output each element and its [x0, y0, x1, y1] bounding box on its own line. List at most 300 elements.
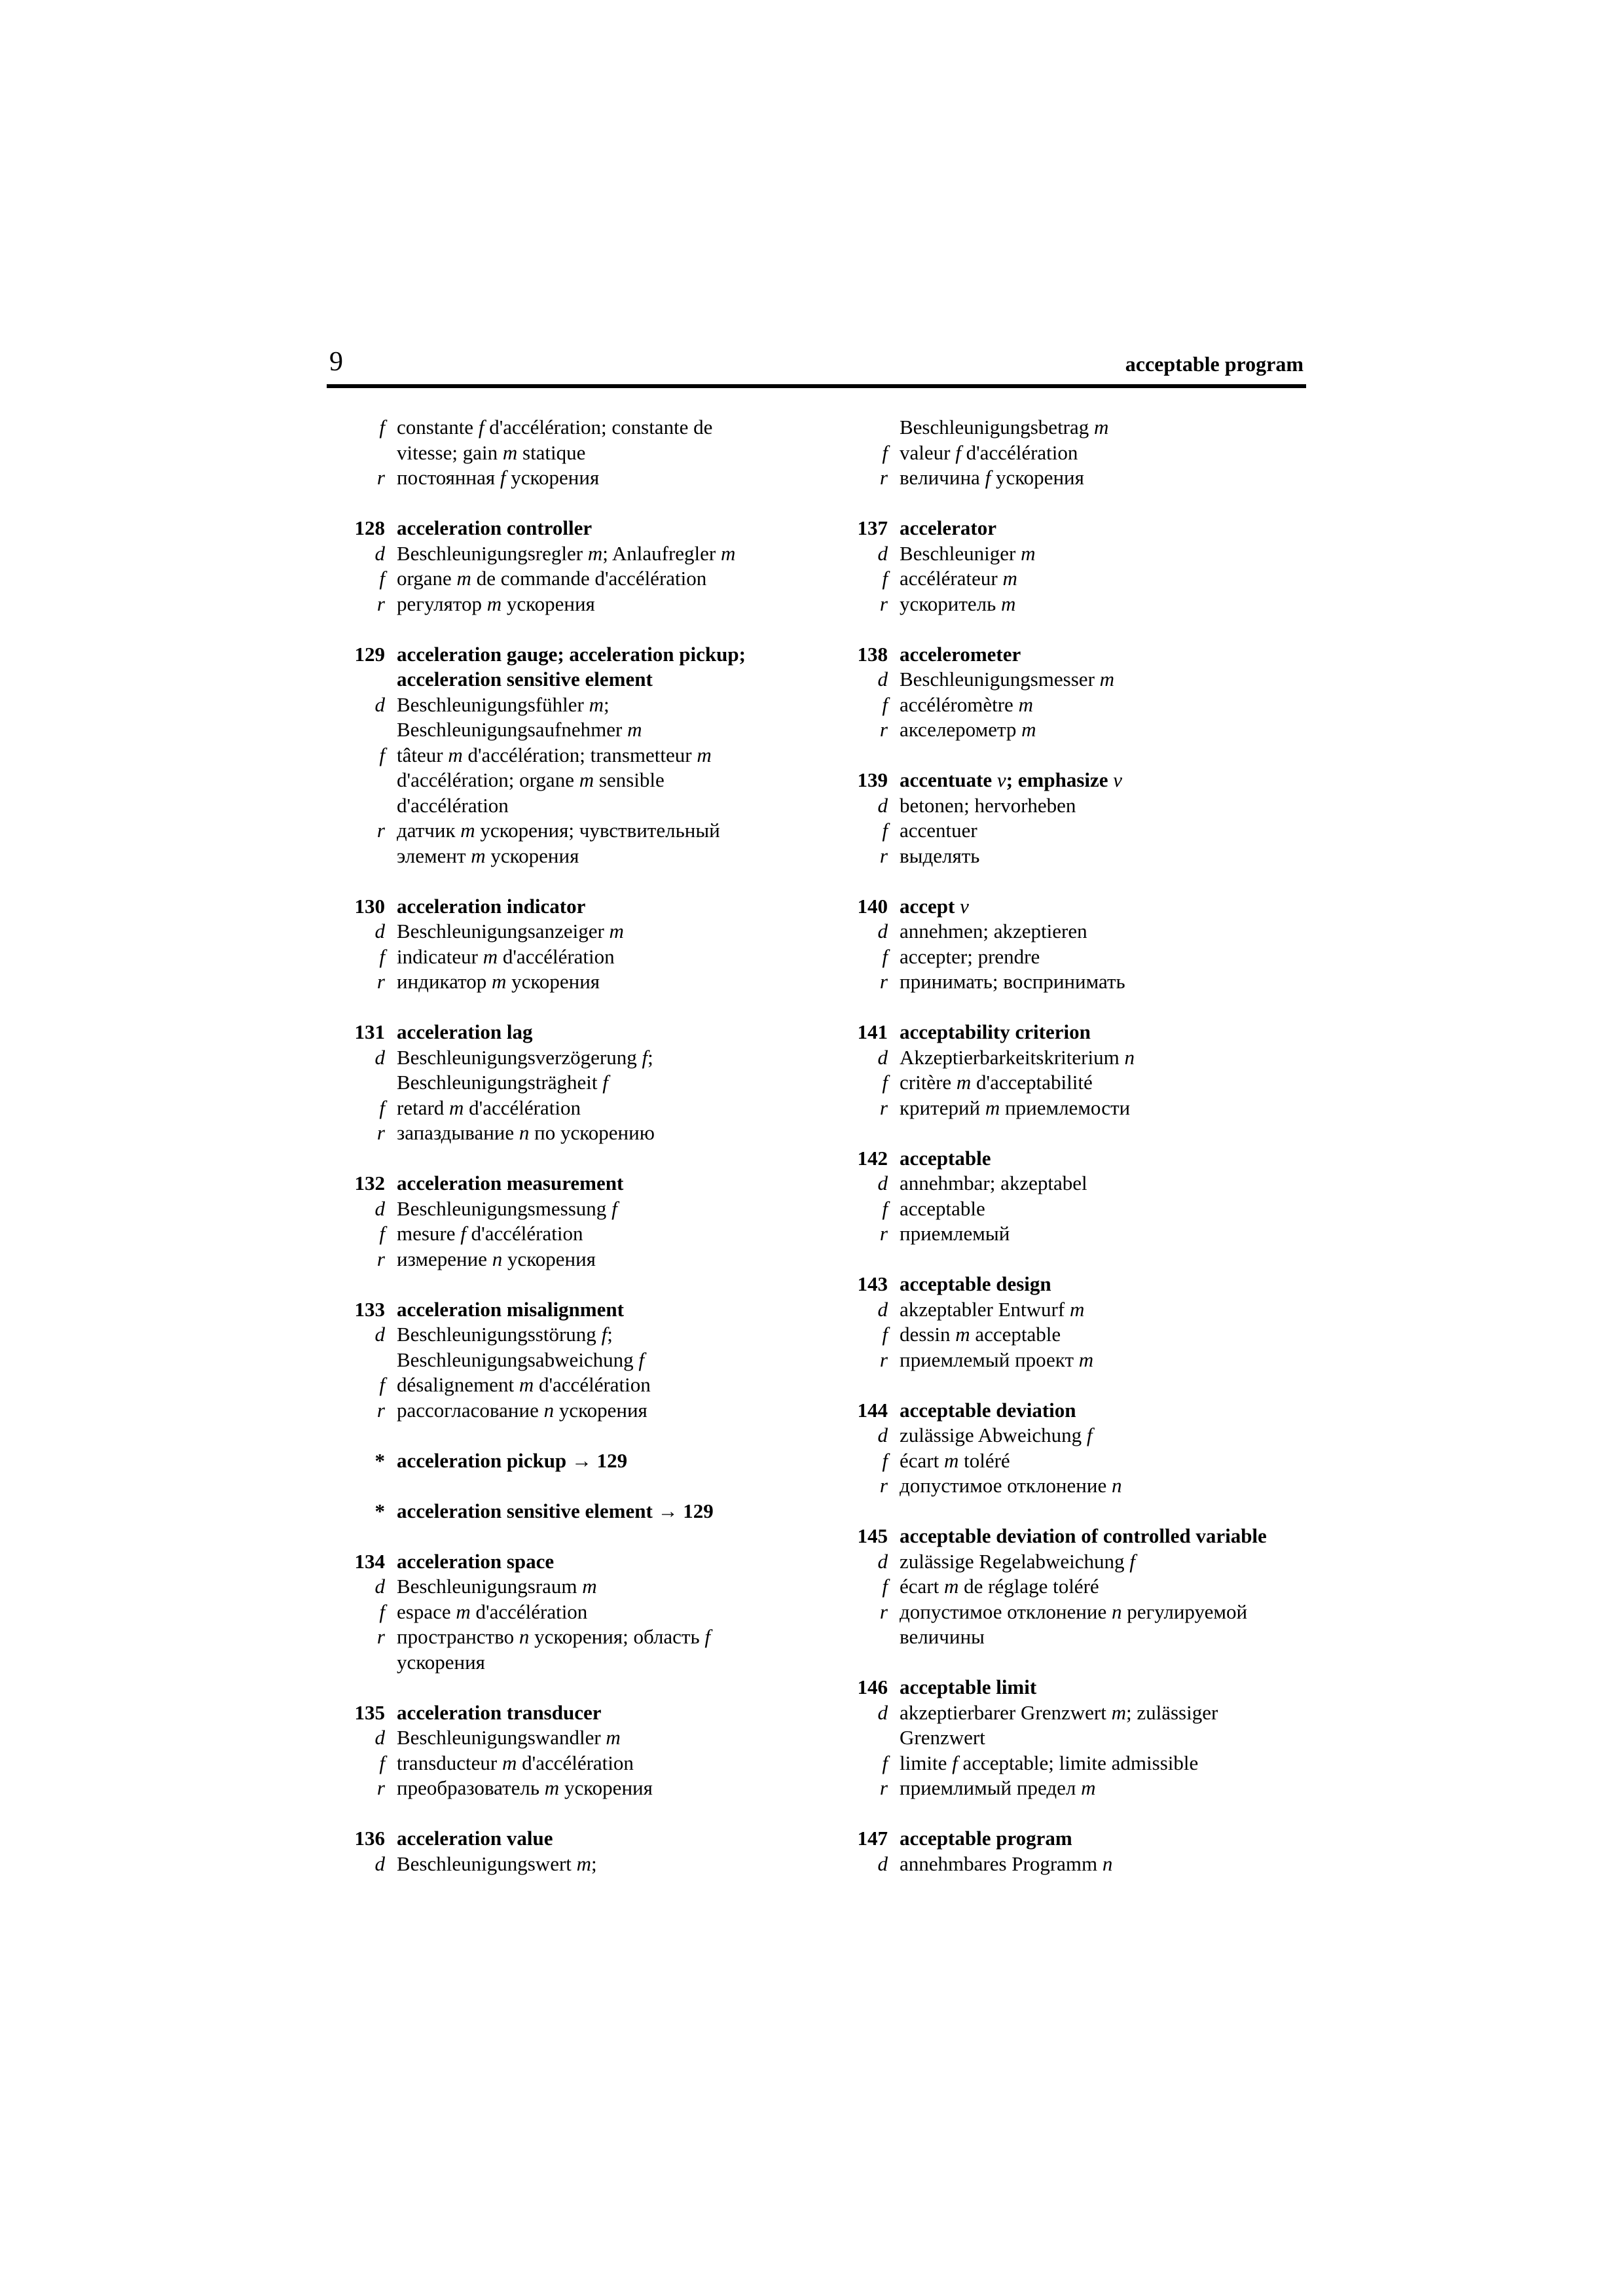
page-number: 9 — [329, 347, 343, 377]
entry-line — [350, 1045, 795, 1071]
grammar-marker: m — [627, 718, 642, 741]
translation-text: indicateur — [397, 944, 483, 968]
language-code: f — [379, 1751, 385, 1774]
grammar-marker: n — [492, 1247, 503, 1270]
language-code: r — [879, 1348, 888, 1371]
language-code: f — [882, 440, 888, 464]
translation-text: ; — [603, 692, 610, 716]
term-text: acceleration misalignment — [397, 1297, 624, 1321]
entry-line — [852, 1020, 1311, 1045]
translation-text: ускоритель — [900, 592, 1001, 615]
entry-line — [350, 894, 795, 920]
grammar-marker: f — [478, 416, 484, 439]
entry-line — [852, 1473, 1311, 1499]
translation-text: преобразователь — [397, 1776, 545, 1799]
entry-line — [852, 1272, 1311, 1297]
language-code: r — [879, 1474, 888, 1497]
translation-text: приемлемости — [1000, 1096, 1131, 1119]
running-title: acceptable program — [1125, 352, 1304, 376]
grammar-marker: f — [500, 466, 506, 489]
cross-reference-marker: * — [374, 1448, 385, 1472]
entry-text — [900, 1146, 1311, 1172]
entry-text — [397, 844, 795, 869]
language-code: d — [374, 541, 385, 565]
language-code: d — [877, 1852, 888, 1875]
grammar-marker: v — [1113, 768, 1123, 791]
entry-number: 144 — [857, 1398, 888, 1422]
entry-number: 136 — [354, 1827, 385, 1850]
language-code: f — [379, 1373, 385, 1396]
dictionary-entry — [350, 642, 795, 869]
entry-number: 131 — [354, 1020, 385, 1043]
translation-text: akzeptabler Entwurf — [900, 1297, 1070, 1321]
entry-text — [900, 1171, 1311, 1196]
language-code: f — [379, 416, 385, 439]
translation-text: Beschleunigungsmesser — [900, 668, 1100, 691]
language-code: d — [374, 920, 385, 942]
entry-text — [900, 1045, 1311, 1071]
translation-text: Akzeptierbarkeitskriterium — [900, 1045, 1125, 1069]
translation-text: ускорения; область — [529, 1625, 705, 1648]
entry-text — [900, 692, 1311, 718]
translation-text: ; — [647, 1045, 653, 1069]
dictionary-entry — [350, 1297, 795, 1424]
entry-line — [852, 1725, 1311, 1751]
entry-text — [397, 1700, 795, 1726]
entry-line — [852, 465, 1311, 491]
term-text: accept — [900, 894, 960, 918]
translation-text: ускорения — [559, 1776, 653, 1799]
dictionary-entry — [852, 894, 1311, 995]
entry-text — [900, 1751, 1311, 1776]
entry-text — [900, 1020, 1311, 1045]
term-text: acceleration gauge; acceleration pickup; — [397, 642, 746, 666]
entry-line — [350, 415, 795, 440]
grammar-marker: n — [519, 1625, 530, 1648]
translation-text: acceptable — [970, 1323, 1061, 1346]
translation-text: приемлемый проект — [900, 1348, 1079, 1371]
entry-text — [397, 717, 795, 743]
translation-text: ускорения — [554, 1398, 647, 1422]
translation-text: d'accélération; organe — [397, 768, 579, 791]
grammar-marker: m — [501, 1751, 517, 1774]
translation-text: dessin — [900, 1323, 956, 1346]
entry-line — [350, 592, 795, 617]
translation-text: ускорения; чувствительный — [475, 819, 720, 842]
language-code: f — [882, 819, 888, 842]
term-text: acceptable design — [900, 1272, 1051, 1295]
translation-text: ; — [591, 1852, 597, 1875]
language-code: r — [879, 970, 888, 993]
term-text: acceleration controller — [397, 516, 593, 539]
grammar-marker: m — [1069, 1297, 1085, 1321]
entry-line — [852, 1297, 1311, 1323]
translation-text: датчик — [397, 819, 461, 842]
dictionary-entry — [852, 1272, 1311, 1372]
grammar-marker: m — [519, 1373, 534, 1396]
entry-line — [852, 944, 1311, 970]
term-text: acceptable limit — [900, 1676, 1037, 1698]
translation-text: tâteur — [397, 743, 448, 766]
entry-line — [350, 743, 795, 768]
grammar-marker: n — [519, 1121, 530, 1144]
entry-line — [852, 919, 1311, 944]
translation-text: Beschleunigungsabweichung — [397, 1348, 639, 1371]
translation-text: d'accélération; transmetteur — [462, 743, 697, 766]
grammar-marker: m — [1078, 1348, 1094, 1371]
language-code: r — [376, 1398, 385, 1422]
entry-line — [852, 592, 1311, 617]
entry-line — [350, 1020, 795, 1045]
entry-text — [900, 440, 1311, 466]
translation-text: Beschleunigungsraum — [397, 1575, 583, 1598]
entry-line — [350, 566, 795, 592]
entry-text — [900, 516, 1311, 541]
continuation-indent — [350, 768, 397, 793]
grammar-marker: m — [460, 819, 475, 842]
continuation-indent — [852, 1725, 900, 1751]
entry-text — [900, 541, 1311, 567]
grammar-marker: m — [721, 541, 736, 565]
language-code: f — [882, 944, 888, 968]
grammar-marker: n — [1111, 1600, 1122, 1623]
dictionary-entry — [852, 1398, 1311, 1499]
translation-text: akzeptierbarer Grenzwert — [900, 1700, 1112, 1724]
entry-text — [397, 465, 795, 491]
entry-number: 142 — [857, 1146, 888, 1170]
entry-line — [350, 667, 795, 692]
entry-text — [900, 1423, 1311, 1448]
entry-line — [852, 566, 1311, 592]
translation-text: statique — [517, 440, 586, 464]
grammar-marker: m — [1001, 592, 1016, 615]
translation-text: измерение — [397, 1247, 492, 1270]
translation-text: ; zulässiger — [1125, 1700, 1218, 1724]
entry-text — [397, 516, 795, 541]
translation-text: допустимое отклонение — [900, 1600, 1112, 1623]
translation-text: ускорения — [485, 844, 579, 867]
entry-line — [852, 415, 1311, 440]
language-code: d — [374, 1045, 385, 1069]
entry-line — [350, 1348, 795, 1373]
entry-number: 146 — [857, 1676, 888, 1698]
translation-text: d'acceptabilité — [971, 1071, 1093, 1094]
translation-text: критерий — [900, 1096, 985, 1119]
entry-text — [397, 1045, 795, 1071]
entry-line — [852, 642, 1311, 668]
translation-text: индикатор — [397, 970, 492, 993]
entry-line — [350, 516, 795, 541]
dictionary-entry — [852, 1146, 1311, 1247]
translation-text: ускорения — [991, 466, 1084, 489]
language-code: r — [879, 592, 888, 615]
translation-text: accélérateur — [900, 567, 1003, 590]
language-code: d — [877, 1549, 888, 1573]
entry-text — [900, 1725, 1311, 1751]
translation-text: betonen; hervorheben — [900, 793, 1076, 817]
translation-text: d'accélération — [465, 1222, 583, 1245]
entry-text — [900, 592, 1311, 617]
term-text: accelerometer — [900, 642, 1021, 666]
translation-text: Beschleunigungsträgheit — [397, 1071, 603, 1094]
translation-text: ускорения — [397, 1650, 485, 1674]
language-code: r — [376, 1247, 385, 1270]
entry-number: 141 — [857, 1020, 888, 1043]
entry-text — [900, 717, 1311, 743]
language-code: d — [877, 1297, 888, 1321]
entry-text — [397, 1297, 795, 1323]
language-code: r — [376, 592, 385, 615]
translation-text: accentuer — [900, 819, 977, 842]
entry-line — [350, 1549, 795, 1575]
dictionary-entry — [852, 1826, 1311, 1876]
entry-text — [397, 919, 795, 944]
entry-text — [900, 768, 1311, 793]
grammar-marker: m — [582, 1575, 597, 1598]
translation-text: акселерометр — [900, 718, 1022, 741]
entry-line — [350, 793, 795, 819]
translation-text: d'accélération — [960, 440, 1078, 464]
dictionary-entry — [852, 642, 1311, 743]
entry-line — [852, 1852, 1311, 1877]
language-code: f — [882, 567, 888, 590]
term-text: acceleration transducer — [397, 1700, 602, 1724]
entry-text — [900, 793, 1311, 819]
entry-line — [350, 1398, 795, 1424]
dictionary-entry — [350, 1171, 795, 1272]
entry-text — [397, 1549, 795, 1575]
entry-line — [852, 1196, 1311, 1222]
entry-number: 133 — [354, 1297, 385, 1321]
entry-text — [397, 566, 795, 592]
translation-text: Beschleunigungsmessung — [397, 1196, 612, 1220]
grammar-marker: m — [456, 1600, 471, 1623]
entry-line — [852, 844, 1311, 869]
entry-number: 137 — [857, 516, 888, 539]
translation-text: d'accélération — [397, 793, 509, 817]
entry-line — [350, 717, 795, 743]
grammar-marker: m — [955, 1323, 970, 1346]
dictionary-entry — [350, 1700, 795, 1801]
term-text: acceptable deviation of controlled variable — [900, 1524, 1267, 1547]
entry-text — [397, 944, 795, 970]
grammar-marker: m — [697, 743, 712, 766]
grammar-marker: f — [952, 1751, 958, 1774]
translation-text: critère — [900, 1071, 957, 1094]
entry-line — [350, 1121, 795, 1146]
entry-text — [900, 1070, 1311, 1096]
entry-line — [350, 969, 795, 995]
language-code: f — [379, 743, 385, 766]
translation-text: Beschleunigungswert — [397, 1852, 577, 1875]
entry-text — [397, 1322, 795, 1348]
entry-text — [397, 1600, 795, 1625]
grammar-marker: m — [579, 768, 594, 791]
translation-text: Beschleunigungsanzeiger — [397, 920, 610, 942]
translation-text: écart — [900, 1448, 944, 1472]
entry-line — [350, 1221, 795, 1247]
grammar-marker: m — [943, 1575, 959, 1598]
translation-text: ; — [607, 1323, 613, 1346]
translation-text: d'accélération — [470, 1600, 588, 1623]
translation-text: acceptable — [900, 1196, 985, 1220]
entry-number: 140 — [857, 894, 888, 918]
entry-line — [350, 692, 795, 718]
translation-text: d'accélération — [498, 944, 615, 968]
grammar-marker: m — [1081, 1776, 1096, 1799]
entry-line — [350, 844, 795, 869]
entry-line — [852, 1171, 1311, 1196]
dictionary-entry — [350, 415, 795, 491]
entry-text — [397, 642, 795, 668]
entry-line — [350, 1751, 795, 1776]
translation-text: désalignement — [397, 1373, 519, 1396]
entry-text — [900, 1574, 1311, 1600]
entry-text — [900, 1297, 1311, 1323]
entry-text — [397, 1852, 795, 1877]
language-code: f — [379, 944, 385, 968]
entry-line — [852, 1348, 1311, 1373]
entry-text — [397, 1221, 795, 1247]
grammar-marker: m — [483, 944, 498, 968]
language-code: f — [882, 1196, 888, 1220]
dictionary-entry — [852, 516, 1311, 617]
entry-text — [397, 692, 795, 718]
entry-line — [852, 1600, 1311, 1625]
language-code: d — [877, 541, 888, 565]
entry-text — [397, 1448, 795, 1474]
entry-text — [397, 793, 795, 819]
entry-line — [852, 440, 1311, 466]
entry-text — [900, 465, 1311, 491]
entry-text — [900, 1524, 1311, 1549]
entry-text — [900, 1322, 1311, 1348]
translation-text: по ускорению — [529, 1121, 655, 1144]
entry-line — [852, 1045, 1311, 1071]
grammar-marker: f — [601, 1323, 608, 1346]
translation-text: рассогласование — [397, 1398, 544, 1422]
translation-text: accéléromètre — [900, 692, 1019, 716]
grammar-marker: n — [1111, 1474, 1122, 1497]
term-text: acceptability criterion — [900, 1020, 1091, 1043]
entry-line — [852, 1675, 1311, 1700]
entry-line — [350, 1499, 795, 1524]
entry-text — [900, 667, 1311, 692]
grammar-marker: m — [449, 1096, 464, 1119]
language-code: r — [879, 718, 888, 741]
entry-text — [900, 844, 1311, 869]
grammar-marker: m — [491, 970, 507, 993]
term-text: accelerator — [900, 516, 996, 539]
entry-text — [900, 1600, 1311, 1625]
translation-text: принимать; воспринимать — [900, 970, 1125, 993]
grammar-marker: m — [943, 1448, 959, 1472]
entry-text — [900, 1196, 1311, 1222]
entry-text — [900, 1549, 1311, 1575]
translation-text: sensible — [594, 768, 665, 791]
entry-number: 132 — [354, 1172, 385, 1194]
translation-text: espace — [397, 1600, 456, 1623]
language-code: r — [879, 1222, 888, 1245]
entry-line — [852, 1549, 1311, 1575]
language-code: r — [879, 466, 888, 489]
entry-line — [852, 1751, 1311, 1776]
entry-text — [397, 1020, 795, 1045]
translation-text: d'accélération — [534, 1373, 651, 1396]
entry-line — [852, 1448, 1311, 1474]
term-text: acceleration space — [397, 1549, 555, 1573]
entry-line — [350, 1196, 795, 1222]
language-code: f — [379, 567, 385, 590]
entry-number: 143 — [857, 1272, 888, 1295]
entry-text — [900, 1448, 1311, 1474]
translation-text: ускорения — [502, 1247, 596, 1270]
entry-line — [852, 818, 1311, 844]
entry-line — [350, 1725, 795, 1751]
entry-line — [852, 1776, 1311, 1801]
grammar-marker: m — [576, 1852, 592, 1875]
dictionary-entry — [350, 516, 795, 617]
entry-text — [900, 1700, 1311, 1726]
entry-text — [397, 541, 795, 567]
translation-text: écart — [900, 1575, 944, 1598]
entry-number: 134 — [354, 1549, 385, 1573]
entry-number: 135 — [354, 1700, 385, 1724]
language-code: d — [877, 1700, 888, 1724]
entry-text — [397, 894, 795, 920]
entry-number: 138 — [857, 642, 888, 666]
entry-line — [852, 692, 1311, 718]
term-text: acceptable program — [900, 1827, 1072, 1850]
entry-line — [852, 1096, 1311, 1121]
grammar-marker: v — [960, 894, 969, 918]
entry-line — [852, 969, 1311, 995]
translation-text: ускорения — [501, 592, 595, 615]
entry-text — [397, 1725, 795, 1751]
term-text: acceleration pickup → 129 — [397, 1448, 628, 1472]
term-text: acceptable deviation — [900, 1398, 1076, 1422]
grammar-marker: n — [1102, 1852, 1113, 1875]
language-code: d — [374, 692, 385, 716]
translation-text: Beschleunigungsfühler — [397, 692, 589, 716]
language-code: f — [379, 1096, 385, 1119]
entry-line — [852, 1524, 1311, 1549]
entry-text — [397, 1650, 795, 1676]
entry-line — [350, 1372, 795, 1398]
language-code: r — [376, 1776, 385, 1799]
translation-text: retard — [397, 1096, 450, 1119]
entry-text — [900, 1624, 1311, 1650]
translation-text: annehmbares Programm — [900, 1852, 1103, 1875]
translation-text: Beschleunigungswandler — [397, 1726, 606, 1749]
entry-text — [397, 1776, 795, 1801]
translation-text: величины — [900, 1625, 985, 1648]
entry-line — [350, 768, 795, 793]
entry-line — [350, 1322, 795, 1348]
entry-number: 147 — [857, 1827, 888, 1850]
grammar-marker: m — [1021, 541, 1036, 565]
language-code: d — [374, 1852, 385, 1875]
entry-text — [397, 1751, 795, 1776]
term-text: acceleration lag — [397, 1020, 533, 1043]
entry-text — [900, 566, 1311, 592]
grammar-marker: m — [486, 592, 502, 615]
entry-text — [397, 818, 795, 844]
grammar-marker: m — [1111, 1700, 1126, 1724]
dictionary-entry — [852, 1524, 1311, 1650]
continuation-indent — [350, 1650, 397, 1676]
term-text: acceptable — [900, 1146, 991, 1170]
